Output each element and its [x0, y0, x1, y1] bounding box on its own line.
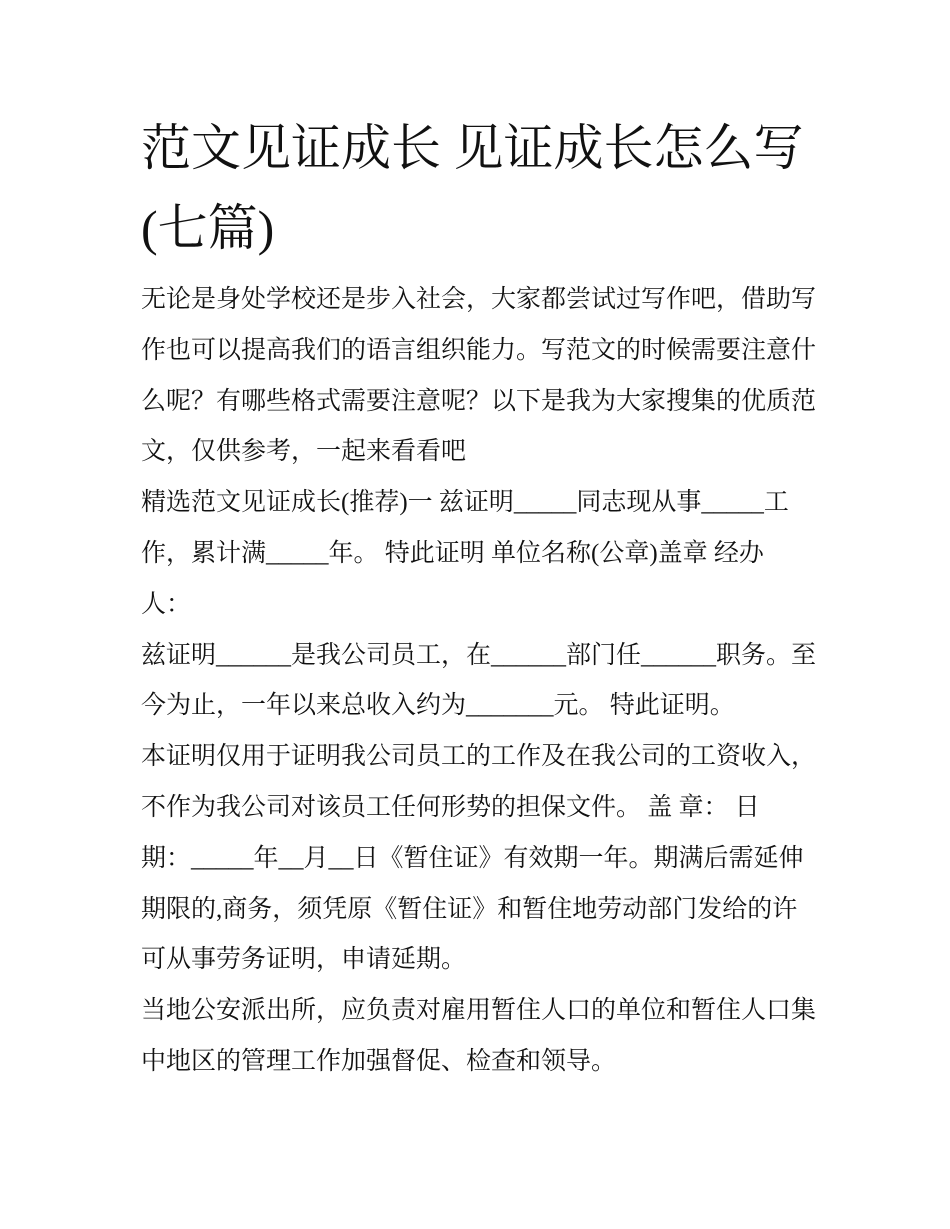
paragraph-line: 作，累计满_____年。 特此证明 单位名称(公章)盖章 经办 — [141, 539, 764, 567]
title-line: (七篇) — [141, 200, 275, 256]
paragraph-line: 中地区的管理工作加强督促、检查和领导。 — [141, 1047, 617, 1075]
paragraph-line: 精选范文见证成长(推荐)一 兹证明_____同志现从事_____工 — [141, 489, 789, 517]
paragraph-line: 作也可以提高我们的语言组织能力。写范文的时候需要注意什 — [141, 336, 817, 364]
paragraph-line: 无论是身处学校还是步入社会，大家都尝试过写作吧，借助写 — [141, 286, 817, 313]
paragraph-2 — [141, 478, 831, 630]
paragraph-1 — [141, 275, 831, 478]
document-title — [141, 108, 841, 268]
paragraph-5 — [141, 986, 831, 1088]
title-line: 范文见证成长 见证成长怎么写 — [141, 120, 804, 176]
paragraph-3 — [141, 631, 831, 733]
paragraph-line: 今为止，一年以来总收入约为_______元。 特此证明。 — [141, 692, 735, 720]
paragraph-line: 可从事劳务证明，申请延期。 — [141, 946, 467, 974]
paragraph-line: 期：_____年__月__日《暂住证》有效期一年。期满后需延伸 — [141, 844, 804, 872]
paragraph-4 — [141, 732, 831, 986]
paragraph-line: 兹证明______是我公司员工，在______部门任______职务。至 — [141, 641, 817, 669]
document-body — [141, 275, 831, 1088]
paragraph-line: 不作为我公司对该员工任何形势的担保文件。 盖 章： 日 — [141, 793, 760, 821]
paragraph-line: 么呢？有哪些格式需要注意呢？以下是我为大家搜集的优质范 — [141, 387, 817, 415]
paragraph-line: 期限的,商务，须凭原《暂住证》和暂住地劳动部门发给的许 — [141, 895, 798, 923]
paragraph-line: 文，仅供参考，一起来看看吧 — [141, 438, 467, 466]
paragraph-line: 人： — [141, 590, 192, 618]
paragraph-line: 当地公安派出所，应负责对雇用暂住人口的单位和暂住人口集 — [141, 997, 817, 1025]
paragraph-line: 本证明仅用于证明我公司员工的工作及在我公司的工资收入， — [141, 743, 817, 771]
